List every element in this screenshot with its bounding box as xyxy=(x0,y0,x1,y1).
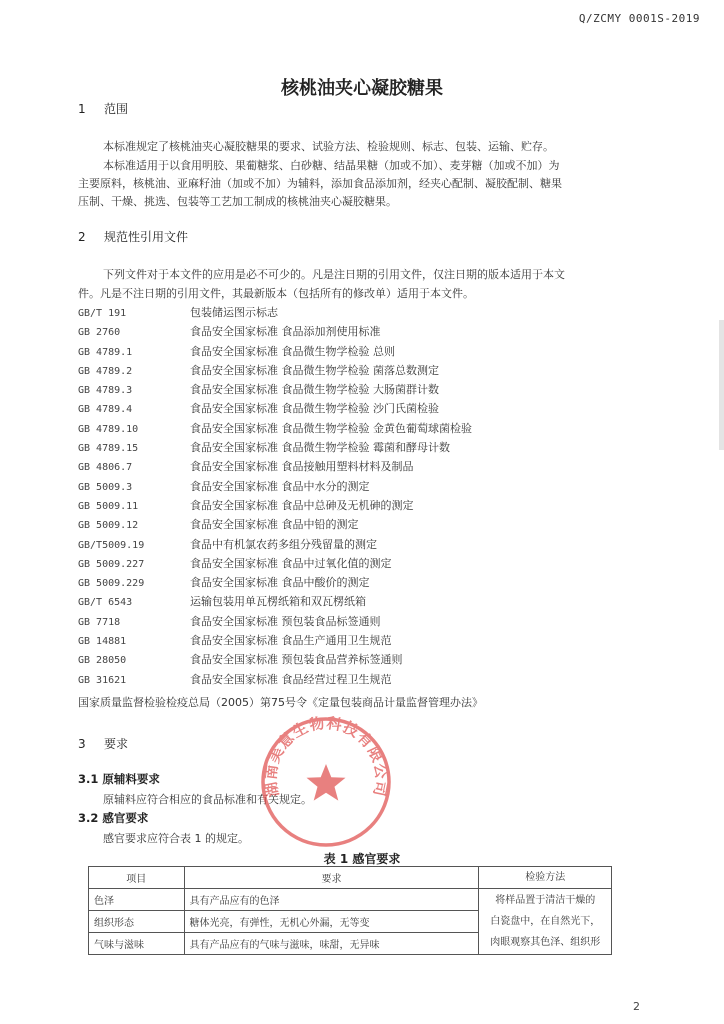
table-cell-item: 气味与滋味 xyxy=(89,933,185,955)
reference-code: GB 4789.3 xyxy=(78,385,133,397)
section-1-title: 范围 xyxy=(104,102,129,116)
reference-name: 食品安全国家标准 预包装食品标签通则 xyxy=(190,614,381,628)
document-number: Q/ZCMY 0001S-2019 xyxy=(578,12,700,25)
reference-code: GB/T5009.19 xyxy=(78,539,145,551)
reference-name: 食品安全国家标准 食品中总砷及无机砷的测定 xyxy=(190,498,414,512)
company-seal-stamp xyxy=(258,714,394,850)
section-1-number: 1 xyxy=(78,102,86,116)
reference-name: 食品安全国家标准 食品经营过程卫生规范 xyxy=(190,672,392,686)
section-1-para-1: 本标准规定了核桃油夹心凝胶糖果的要求、试验方法、检验规则、标志、包装、运输、贮存。 xyxy=(103,140,554,153)
reference-name: 运输包装用单瓦楞纸箱和双瓦楞纸箱 xyxy=(190,595,366,609)
table-cell-requirement: 具有产品应有的色泽 xyxy=(184,889,479,911)
page-number: 2 xyxy=(633,1000,640,1013)
section-1-heading xyxy=(78,100,128,117)
reference-row xyxy=(78,438,698,457)
section-1-para-2-line-3: 压制、干燥、挑选、包装等工艺加工制成的核桃油夹心凝胶糖果。 xyxy=(78,195,397,208)
reference-name: 食品安全国家标准 食品中水分的测定 xyxy=(190,479,370,493)
reference-row xyxy=(78,612,698,631)
table-cell-method xyxy=(479,889,612,955)
document-title: 核桃油夹心凝胶糖果 xyxy=(281,78,443,99)
sensory-requirements-table xyxy=(88,866,612,955)
reference-row xyxy=(78,515,698,534)
reference-name: 食品安全国家标准 食品生产通用卫生规范 xyxy=(190,634,392,648)
reference-name: 食品安全国家标准 预包装食品营养标签通则 xyxy=(190,653,403,667)
table-cell-requirement: 具有产品应有的气味与滋味，味甜，无异味 xyxy=(184,933,479,955)
reference-code: GB 5009.227 xyxy=(78,558,145,570)
table-header-method: 检验方法 xyxy=(479,867,612,889)
reference-row xyxy=(78,419,698,438)
table-header-item: 项目 xyxy=(89,867,185,889)
reference-row xyxy=(78,342,698,361)
reference-code: GB 4806.7 xyxy=(78,462,133,474)
section-2-intro-line-2: 件。凡是不注日期的引用文件，其最新版本（包括所有的修改单）适用于本文件。 xyxy=(78,287,474,300)
table-cell-requirement: 糖体光亮，有弹性，无机心外漏，无等变 xyxy=(184,911,479,933)
reference-row xyxy=(78,554,698,573)
section-2-heading xyxy=(78,228,188,245)
reference-code: GB 5009.11 xyxy=(78,500,139,512)
reference-row xyxy=(78,592,698,611)
reference-name: 食品安全国家标准 食品微生物学检验 金黄色葡萄球菌检验 xyxy=(190,421,472,435)
reference-list xyxy=(78,303,698,689)
method-line-1: 将样品置于清洁干燥的 xyxy=(495,895,596,906)
reference-row xyxy=(78,303,698,322)
reference-name: 食品安全国家标准 食品微生物学检验 菌落总数测定 xyxy=(190,363,439,377)
reference-name: 食品安全国家标准 食品中酸价的测定 xyxy=(190,576,370,590)
section-3-number: 3 xyxy=(78,737,86,751)
table-cell-item: 组织形态 xyxy=(89,911,185,933)
section-2-title: 规范性引用文件 xyxy=(104,230,189,244)
scan-edge-shadow xyxy=(719,320,724,450)
reference-row xyxy=(78,380,698,399)
reference-row xyxy=(78,650,698,669)
reference-code: GB 4789.1 xyxy=(78,346,133,358)
table-header-row xyxy=(89,867,612,889)
table-header-requirement: 要求 xyxy=(184,867,479,889)
method-line-3: 肉眼观察其色泽、组织形 xyxy=(490,937,601,948)
section-2-intro-line-1: 下列文件对于本文件的应用是必不可少的。凡是注日期的引用文件，仅注日期的版本适用于本文 xyxy=(103,268,565,281)
reference-name: 食品安全国家标准 食品微生物学检验 大肠菌群计数 xyxy=(190,383,439,397)
reference-code: GB 5009.229 xyxy=(78,578,145,590)
reference-law: 国家质量监督检验检疫总局（2005）第75号令《定量包装商品计量监督管理办法》 xyxy=(78,696,483,709)
reference-name: 食品安全国家标准 食品中铅的测定 xyxy=(190,518,359,532)
reference-code: GB 5009.3 xyxy=(78,481,133,493)
reference-row xyxy=(78,670,698,689)
reference-name: 食品安全国家标准 食品接触用塑料材料及制品 xyxy=(190,460,414,474)
reference-code: GB/T 6543 xyxy=(78,597,133,609)
reference-name: 食品安全国家标准 食品微生物学检验 总则 xyxy=(190,344,395,358)
reference-code: GB 14881 xyxy=(78,636,127,648)
reference-code: GB 2760 xyxy=(78,327,121,339)
table-cell-item: 色泽 xyxy=(89,889,185,911)
reference-name: 食品中有机氯农药多组分残留量的测定 xyxy=(190,537,377,551)
reference-row xyxy=(78,457,698,476)
reference-name: 食品安全国家标准 食品微生物学检验 沙门氏菌检验 xyxy=(190,402,439,416)
reference-code: GB 4789.4 xyxy=(78,404,133,416)
method-line-2: 白瓷盘中，在自然光下， xyxy=(490,916,601,927)
section-3-heading xyxy=(78,735,128,752)
reference-code: GB 7718 xyxy=(78,616,121,628)
reference-name: 包装储运图示标志 xyxy=(190,306,278,319)
reference-row xyxy=(78,573,698,592)
reference-code: GB 4789.15 xyxy=(78,443,139,455)
subsection-3-1-heading: 3.1 原辅料要求 xyxy=(78,772,160,786)
section-1-para-2-line-2: 主要原料，核桃油、亚麻籽油（加或不加）为辅料，添加食品添加剂，经夹心配制、凝胶配制、糖果 xyxy=(78,177,562,190)
reference-name: 食品安全国家标准 食品添加剂使用标准 xyxy=(190,325,381,339)
reference-row xyxy=(78,399,698,418)
reference-code: GB 4789.2 xyxy=(78,365,133,377)
section-2-number: 2 xyxy=(78,230,86,244)
reference-row xyxy=(78,361,698,380)
reference-code: GB/T 191 xyxy=(78,308,127,319)
reference-code: GB 28050 xyxy=(78,655,127,667)
reference-name: 食品安全国家标准 食品中过氧化值的测定 xyxy=(190,556,392,570)
reference-row xyxy=(78,496,698,515)
seal-star-icon xyxy=(307,764,346,801)
subsection-3-1-text: 原辅料应符合相应的食品标准和有关规定。 xyxy=(103,793,312,806)
reference-code: GB 4789.10 xyxy=(78,423,139,435)
table-row xyxy=(89,889,612,911)
reference-code: GB 31621 xyxy=(78,674,127,686)
section-1-para-2-line-1: 本标准适用于以食用明胶、果葡糖浆、白砂糖、结晶果糖（加或不加）、麦芽糖（加或不加）为 xyxy=(103,159,560,172)
table-1-caption: 表 1 感官要求 xyxy=(323,852,401,866)
section-3-title: 要求 xyxy=(104,737,129,751)
reference-name: 食品安全国家标准 食品微生物学检验 霉菌和酵母计数 xyxy=(190,441,450,455)
reference-row xyxy=(78,535,698,554)
reference-row xyxy=(78,631,698,650)
subsection-3-2-heading: 3.2 感官要求 xyxy=(78,811,149,825)
reference-code: GB 5009.12 xyxy=(78,520,139,532)
reference-row xyxy=(78,477,698,496)
seal-text: 湖南美意生物科技有限公司 xyxy=(261,714,391,799)
subsection-3-2-text: 感官要求应符合表 1 的规定。 xyxy=(103,832,249,845)
reference-row xyxy=(78,322,698,341)
